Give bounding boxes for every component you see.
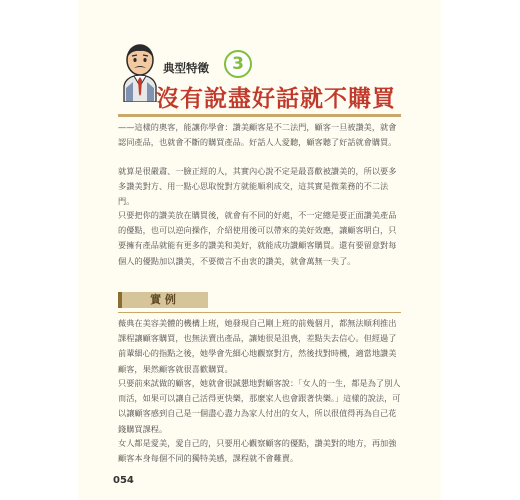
book-page [78, 0, 441, 500]
example-section-header [118, 292, 208, 308]
example-paragraph: 只要前來試做的顧客，她就會很誠懇地對顧客說：「女人的一生，都是為了別人而活，如果可以讓自己活得更快樂，那麼家人也會跟著快樂。」這樣的說法，可以讓顧客感到自己是一個盡心盡力為家人付出的女人，所以很值得再為自己花錢購買課程。 [118, 378, 401, 434]
characteristic-label: 典型特徵 [163, 61, 209, 75]
characteristic-number-badge: 3 [224, 50, 252, 78]
body-paragraph: 只要把你的讚美放在購買後，就會有不同的好處，不一定總是要正面讚美產品的優點，也可以逆向操作，介紹使用後可以帶來的美好效應，讓顧客明白，只要擁有產品就能有更多的讚美和美好，就能成功讚顧客購買。還有要留意對每個人的優點加以讚美，不要微言不由衷的讚美，就會萬無一失了。 [118, 210, 397, 266]
page-number: 054 [113, 475, 134, 486]
body-paragraph: 就算是很嚴肅、一臉正經的人，其實內心說不定是最喜歡被讚美的，所以要多多讚美對方、用一點心思取悅對方就能順利成交，這其實是微業務的不二法門。 [118, 166, 397, 207]
chapter-title: 沒有說盡好話就不購買 [156, 86, 396, 112]
section-divider [118, 312, 401, 313]
example-paragraph: 薇典在美容美體的機構上班，她發現自己剛上班的前幾個月，都無法順利推出課程讓顧客購買，也無法賣出產品，讓她很是沮喪，差點失去信心。但經過了前輩細心的指點之後，她學會先細心地觀察對方，然後找對時機，適當地讚美顧客，果然顧客就很喜歡購買。 [118, 318, 397, 374]
example-section-label: 實 例 [150, 293, 176, 306]
page-content [78, 0, 441, 500]
title-divider [118, 114, 401, 117]
intro-paragraph: ——這樣的奧客，能讓你學會：讚美顧客是不二法門，顧客一旦被讚美，就會認同產品，也就會不斷的購買產品。好話人人愛聽，顧客聽了好話就會購買。 [118, 122, 397, 148]
example-paragraph: 女人都是愛美，愛自己的，只要用心觀察顧客的優點，讚美對的地方，再加強顧客本身每個不同的獨特美感，課程就不會難賣。 [118, 438, 397, 464]
